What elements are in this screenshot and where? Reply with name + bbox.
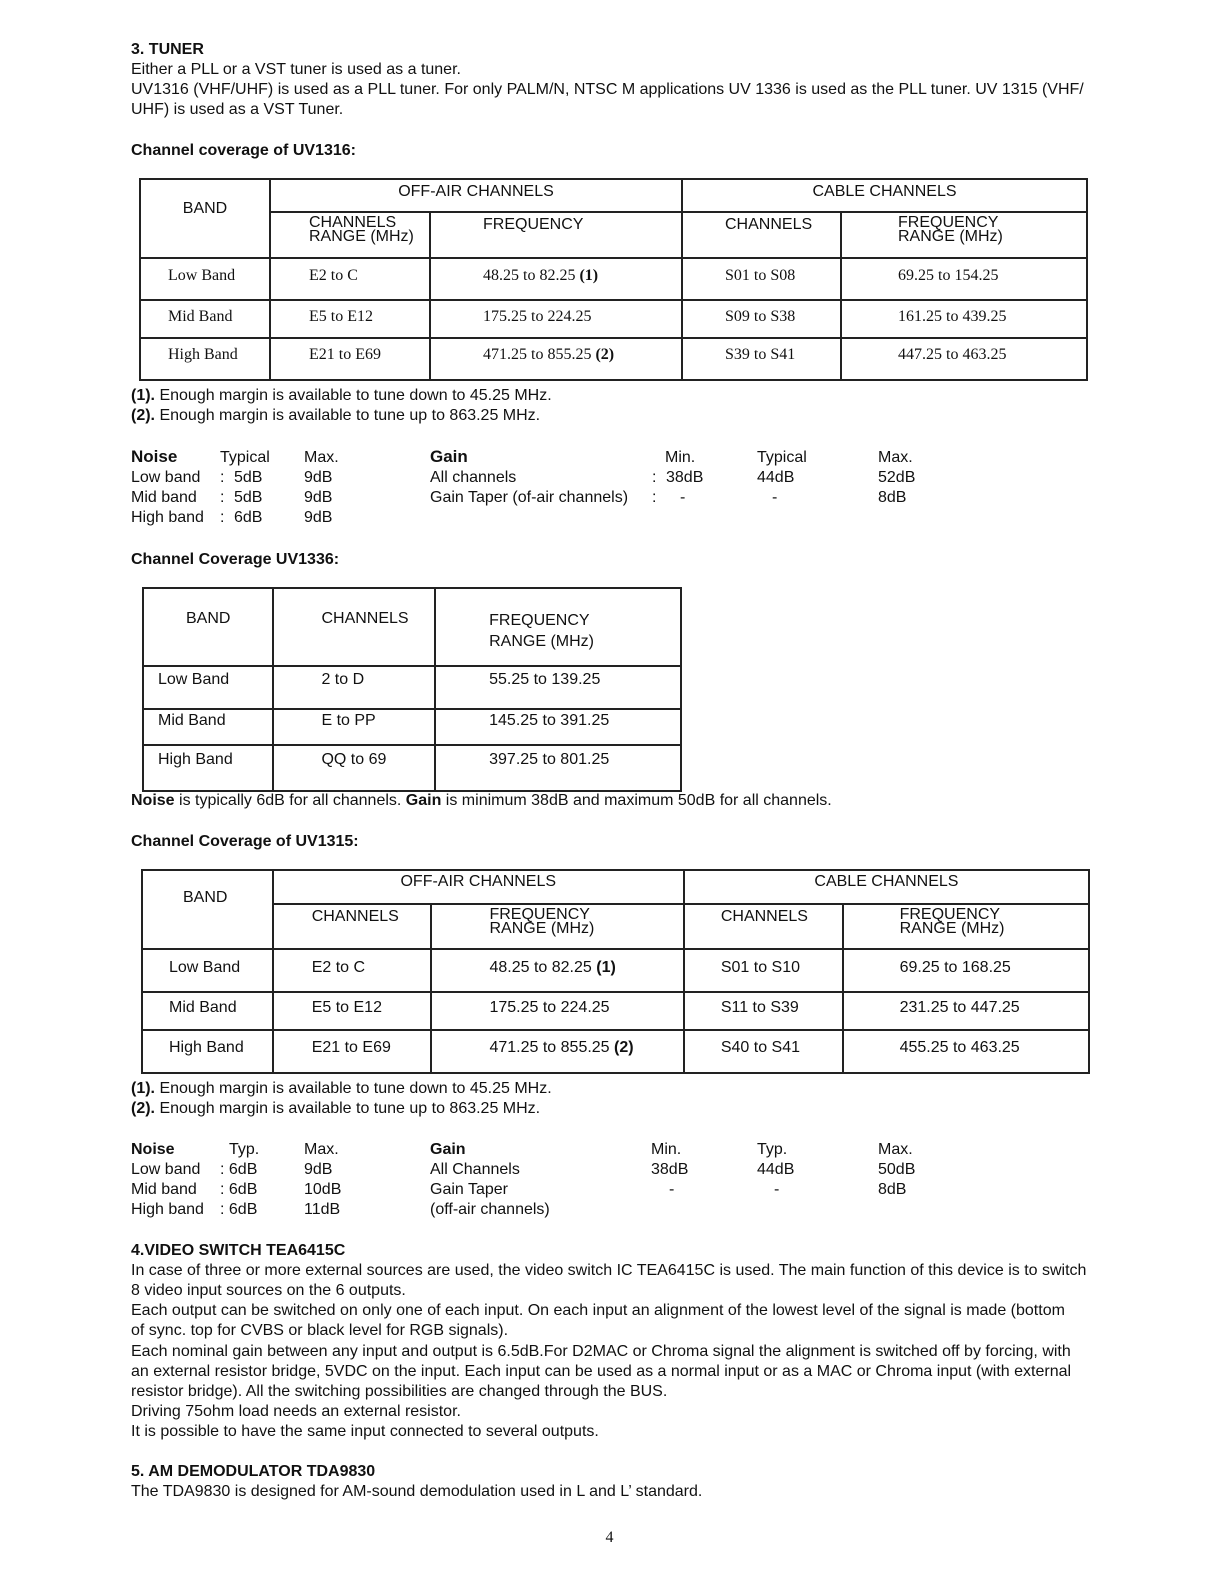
noise-typ-value: : 6dB xyxy=(220,1201,258,1218)
footnote xyxy=(131,406,540,426)
gain-min-value: 38dB xyxy=(651,1161,689,1178)
gain-typical-header: Typ. xyxy=(757,1141,788,1158)
gain-label: Gain xyxy=(430,1141,466,1158)
footnote-text: Enough margin is available to tune up to 863.25 MHz. xyxy=(155,407,541,424)
band-header: BAND xyxy=(142,870,273,949)
footnote-text: Enough margin is available to tune up to 863.25 MHz. xyxy=(155,1100,541,1117)
noise-sep: : xyxy=(220,509,225,526)
table-row xyxy=(140,338,1087,380)
tuner-paragraph-line: UV1316 (VHF/UHF) is used as a PLL tuner. For only PALM/N, NTSC M applications UV 1336 is used as the PLL tuner. UV 1315 (VHF/ xyxy=(131,81,1084,98)
offair-frequency-cell xyxy=(431,992,683,1030)
cable-header: CABLE CHANNELS xyxy=(682,179,1087,212)
noise-typical-header: Typical xyxy=(220,449,270,466)
cable-frequency-cell: 69.25 to 168.25 xyxy=(843,949,1089,992)
noise-row-label: High band xyxy=(131,1201,204,1218)
uv1315-title: Channel Coverage of UV1315: xyxy=(131,833,359,850)
offair-channels-cell: E5 to E12 xyxy=(273,992,432,1030)
noise-sep: : xyxy=(220,489,225,506)
cable-channels-header: CHANNELS xyxy=(682,212,841,258)
footnote-mark: (1). xyxy=(131,387,155,404)
noise-label: Noise xyxy=(131,447,178,466)
noise-typical-header: Typ. xyxy=(229,1141,260,1158)
gain-row-label: All channels xyxy=(430,469,517,486)
gain-typ-value: 44dB xyxy=(757,1161,795,1178)
gain-max-value: 8dB xyxy=(878,489,907,506)
offair-frequency-cell xyxy=(430,258,682,300)
section-heading-tuner: 3. TUNER xyxy=(131,41,204,58)
noise-max-value: 9dB xyxy=(304,1161,333,1178)
footnote xyxy=(131,1079,552,1099)
offair-frequency-cell xyxy=(430,338,682,380)
uv1315-table xyxy=(141,869,1090,1074)
gain-min-value: - xyxy=(669,1181,675,1198)
gain-typical-header: Typical xyxy=(757,449,807,466)
noise-sep: : xyxy=(220,469,225,486)
cable-frequency-cell: 69.25 to 154.25 xyxy=(841,258,1087,300)
header-line: FREQUENCY xyxy=(898,214,999,231)
gain-sep: : xyxy=(652,469,657,486)
page-number: 4 xyxy=(605,1529,614,1546)
noise-row-label: Low band xyxy=(131,1161,201,1178)
channels-cell: QQ to 69 xyxy=(273,745,435,791)
noise-row-label: Mid band xyxy=(131,1181,197,1198)
header-line: RANGE (MHz) xyxy=(309,228,414,245)
footnote xyxy=(131,1099,540,1119)
offair-channels-cell: E21 to E69 xyxy=(273,1030,432,1073)
offair-channels-header xyxy=(270,212,430,258)
freq-value: 471.25 to 855.25 xyxy=(483,346,596,363)
paragraph-line: 8 video input sources on the 6 outputs. xyxy=(131,1282,406,1299)
noise-max-value: 11dB xyxy=(304,1201,341,1218)
cable-channels-cell: S01 to S08 xyxy=(682,258,841,300)
cable-channels-cell: S40 to S41 xyxy=(684,1030,843,1073)
frequency-cell: 397.25 to 801.25 xyxy=(435,745,681,791)
band-cell: High Band xyxy=(140,338,270,380)
cable-channels-cell: S01 to S10 xyxy=(684,949,843,992)
cable-frequency-cell: 161.25 to 439.25 xyxy=(841,300,1087,338)
noise-max-value: 9dB xyxy=(304,469,333,486)
footnote-mark: (1). xyxy=(131,1080,155,1097)
uv1316-title: Channel coverage of UV1316: xyxy=(131,142,356,159)
header-line: FREQUENCY xyxy=(899,906,1001,923)
gain-typ-value: - xyxy=(774,1181,780,1198)
frequency-header xyxy=(435,588,681,666)
paragraph-line: Driving 75ohm load needs an external resistor. xyxy=(131,1403,461,1420)
gain-max-value: 8dB xyxy=(878,1181,907,1198)
table-row xyxy=(140,258,1087,300)
paragraph-line: It is possible to have the same input connected to several outputs. xyxy=(131,1423,599,1440)
paragraph-line: Each nominal gain between any input and output is 6.5dB.For D2MAC or Chroma signal the alignment is switched off by forcing, with xyxy=(131,1343,1071,1360)
offair-header: OFF-AIR CHANNELS xyxy=(273,870,684,904)
cable-header: CABLE CHANNELS xyxy=(684,870,1089,904)
uv1336-note xyxy=(131,791,832,811)
gain-min-header: Min. xyxy=(651,1141,682,1158)
gain-min-value: - xyxy=(680,489,686,506)
note-text: is typically 6dB for all channels. xyxy=(174,792,406,809)
band-cell: Low Band xyxy=(142,949,273,992)
band-cell: Mid Band xyxy=(140,300,270,338)
cable-frequency-header xyxy=(841,212,1087,258)
table-row xyxy=(143,666,681,709)
noise-max-value: 9dB xyxy=(304,509,333,526)
table-row xyxy=(143,709,681,745)
freq-value: 48.25 to 82.25 xyxy=(483,267,580,284)
note-text: is minimum 38dB and maximum 50dB for all channels. xyxy=(441,792,832,809)
gain-label: Gain xyxy=(430,447,468,466)
gain-typ-value: 44dB xyxy=(757,469,795,486)
offair-frequency-cell xyxy=(431,949,683,992)
noise-typ-value: : 6dB xyxy=(220,1161,258,1178)
cable-channels-header: CHANNELS xyxy=(684,904,843,949)
paragraph-line: Each output can be switched on only one of each input. On each input an alignment of the lowest level of the signal is made (bottom xyxy=(131,1302,1065,1319)
paragraph-line: The TDA9830 is designed for AM-sound demodulation used in L and L’ standard. xyxy=(131,1483,703,1500)
footnote-mark: (2). xyxy=(131,1100,155,1117)
header-line: FREQUENCY xyxy=(489,906,590,923)
band-header: BAND xyxy=(143,588,273,666)
offair-frequency-cell xyxy=(431,1030,683,1073)
footnote-mark: (2). xyxy=(131,407,155,424)
noise-max-value: 9dB xyxy=(304,489,333,506)
noise-typ-value: 5dB xyxy=(234,489,263,506)
noise-typ-value: 5dB xyxy=(234,469,263,486)
channels-header: CHANNELS xyxy=(273,588,435,666)
offair-frequency-header: FREQUENCY xyxy=(430,212,682,258)
gain-row-label: All Channels xyxy=(430,1161,520,1178)
cable-channels-cell: S09 to S38 xyxy=(682,300,841,338)
table-row xyxy=(143,745,681,791)
offair-frequency-cell xyxy=(430,300,682,338)
freq-value: 175.25 to 224.25 xyxy=(489,999,610,1016)
offair-channels-cell: E5 to E12 xyxy=(270,300,430,338)
gain-max-value: 50dB xyxy=(878,1161,916,1178)
section-heading-video-switch: 4.VIDEO SWITCH TEA6415C xyxy=(131,1242,346,1259)
footnote-text: Enough margin is available to tune down to 45.25 MHz. xyxy=(155,387,552,404)
band-cell: Low Band xyxy=(140,258,270,300)
cable-frequency-header xyxy=(843,904,1089,949)
noise-label: Noise xyxy=(131,1141,175,1158)
tuner-paragraph-line: Either a PLL or a VST tuner is used as a tuner. xyxy=(131,61,461,78)
offair-channels-cell: E2 to C xyxy=(273,949,432,992)
gain-min-header: Min. xyxy=(665,449,696,466)
offair-channels-cell: E21 to E69 xyxy=(270,338,430,380)
noise-row-label: Low band xyxy=(131,469,201,486)
cable-frequency-cell: 455.25 to 463.25 xyxy=(843,1030,1089,1073)
cable-channels-cell: S39 to S41 xyxy=(682,338,841,380)
noise-typ-value: : 6dB xyxy=(220,1181,258,1198)
header-line: FREQUENCY xyxy=(489,612,590,629)
gain-row-label: Gain Taper (of-air channels) xyxy=(430,489,629,506)
offair-channels-cell: E2 to C xyxy=(270,258,430,300)
footnote-text: Enough margin is available to tune down to 45.25 MHz. xyxy=(155,1080,552,1097)
uv1336-table xyxy=(142,587,682,792)
gain-sep: : xyxy=(652,489,657,506)
channels-cell: E to PP xyxy=(273,709,435,745)
cable-frequency-cell: 231.25 to 447.25 xyxy=(843,992,1089,1030)
noise-max-header: Max. xyxy=(304,449,339,466)
header-line: RANGE (MHz) xyxy=(898,228,1003,245)
noise-typ-value: 6dB xyxy=(234,509,263,526)
gain-typ-value: - xyxy=(772,489,778,506)
footnote xyxy=(131,386,552,406)
paragraph-line: In case of three or more external sources are used, the video switch IC TEA6415C is used. The main function of this device is to switch xyxy=(131,1262,1087,1279)
paragraph-line: of sync. top for CVBS or black level for RGB signals). xyxy=(131,1322,509,1339)
frequency-cell: 55.25 to 139.25 xyxy=(435,666,681,709)
gain-row-label: Gain Taper xyxy=(430,1181,508,1198)
header-line: CHANNELS xyxy=(309,214,397,231)
freq-value: 471.25 to 855.25 xyxy=(489,1039,615,1056)
band-cell: Mid Band xyxy=(143,709,273,745)
noise-row-label: High band xyxy=(131,509,204,526)
gain-min-value: 38dB xyxy=(666,469,704,486)
cable-frequency-cell: 447.25 to 463.25 xyxy=(841,338,1087,380)
band-cell: High Band xyxy=(142,1030,273,1073)
band-cell: Low Band xyxy=(143,666,273,709)
channels-cell: 2 to D xyxy=(273,666,435,709)
section-heading-am-demodulator: 5. AM DEMODULATOR TDA9830 xyxy=(131,1463,376,1480)
paragraph-line: resistor bridge). All the switching possibilities are changed through the BUS. xyxy=(131,1383,668,1400)
table-row xyxy=(142,949,1089,992)
band-cell: Mid Band xyxy=(142,992,273,1030)
header-line: RANGE (MHz) xyxy=(489,633,595,650)
band-cell: High Band xyxy=(143,745,273,791)
noise-row-label: Mid band xyxy=(131,489,197,506)
band-header: BAND xyxy=(140,179,270,258)
note-gain: Gain xyxy=(405,792,442,809)
footnote-mark: (2) xyxy=(595,346,615,363)
gain-max-header: Max. xyxy=(878,449,913,466)
tuner-paragraph-line: UHF) is used as a VST Tuner. xyxy=(131,101,344,118)
cable-channels-cell: S11 to S39 xyxy=(684,992,843,1030)
gain-max-header: Max. xyxy=(878,1141,913,1158)
table-row xyxy=(142,992,1089,1030)
gain-row-label: (off-air channels) xyxy=(430,1201,550,1218)
header-line: RANGE (MHz) xyxy=(489,920,595,937)
footnote-mark: (1) xyxy=(596,959,616,976)
freq-value: 175.25 to 224.25 xyxy=(483,308,592,325)
offair-channels-header: CHANNELS xyxy=(273,904,432,949)
offair-header: OFF-AIR CHANNELS xyxy=(270,179,682,212)
table-row xyxy=(142,1030,1089,1073)
note-noise: Noise xyxy=(131,792,175,809)
footnote-mark: (2) xyxy=(614,1039,634,1056)
noise-max-value: 10dB xyxy=(304,1181,342,1198)
footnote-mark: (1) xyxy=(579,267,599,284)
gain-max-value: 52dB xyxy=(878,469,916,486)
freq-value: 48.25 to 82.25 xyxy=(489,959,597,976)
offair-frequency-header xyxy=(431,904,683,949)
paragraph-line: an external resistor bridge, 5VDC on the input. Each input can be used as a normal input or as a MAC or Chroma input (with external xyxy=(131,1363,1072,1380)
uv1316-table xyxy=(139,178,1088,381)
header-line: RANGE (MHz) xyxy=(899,920,1005,937)
noise-max-header: Max. xyxy=(304,1141,339,1158)
uv1336-title: Channel Coverage UV1336: xyxy=(131,551,340,568)
frequency-cell: 145.25 to 391.25 xyxy=(435,709,681,745)
table-row xyxy=(140,300,1087,338)
